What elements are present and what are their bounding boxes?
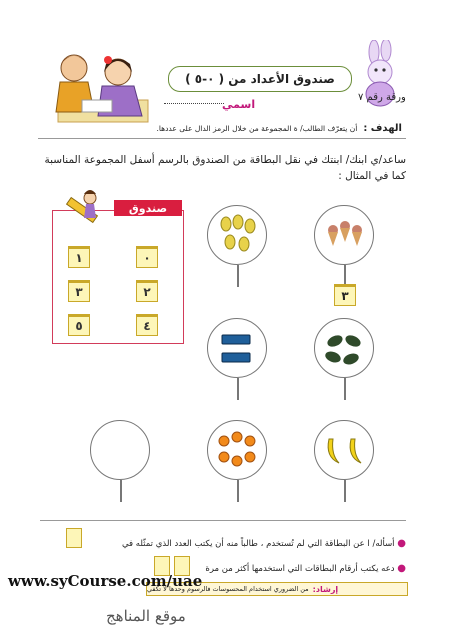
banana-icon <box>315 421 373 479</box>
note-2 <box>196 563 406 574</box>
example-answer-card: ٣ <box>334 284 356 306</box>
note-1 <box>88 538 406 549</box>
group-books <box>207 318 267 378</box>
group-empty <box>90 420 150 480</box>
group-bananas <box>314 420 374 480</box>
guidance-label: إرشاد: <box>312 584 339 594</box>
note-2-text: دعه يكتب أرقام البطاقات التي استخدمها أكثر من مرة <box>205 564 395 574</box>
card-5[interactable]: ٥ <box>68 314 90 336</box>
name-field[interactable] <box>164 103 224 104</box>
bullet-icon: ● <box>397 538 406 549</box>
goal-label: الهدف : <box>363 122 402 134</box>
stem <box>237 378 239 400</box>
children-drawing-illustration <box>38 42 156 132</box>
divider <box>40 520 406 521</box>
goal-text: أن يتعرّف الطالب/ ة المجموعة من خلال الرمز الدال على عددها. <box>156 123 358 133</box>
bunny-mascot-icon <box>352 40 410 116</box>
book-icon <box>208 319 266 377</box>
orange-icon <box>208 421 266 479</box>
divider <box>38 138 406 139</box>
stem <box>344 378 346 400</box>
card-4[interactable]: ٤ <box>136 314 158 336</box>
page-title: صندوق الأعداد من ( ٠-٥ ) <box>168 66 352 92</box>
note-1-text: أسأله/ ا عن البطاقة التي لم تُستخدم ، طالباً منه أن يكتب العدد الذي تمثّله في <box>121 539 395 549</box>
box-label: صندوق <box>114 200 182 216</box>
pear-icon <box>208 206 266 264</box>
group-pears <box>207 205 267 265</box>
stem <box>344 480 346 502</box>
instruction-text: ساعد/ي ابنك/ ابنتك في نقل البطاقة من الصندوق بالرسم أسفل المجموعة المناسبة كما في المثال : <box>44 154 406 182</box>
card-2[interactable]: ٢ <box>136 280 158 302</box>
stem <box>237 480 239 502</box>
pencil-girl-icon <box>60 188 104 238</box>
group-ice-cream <box>314 205 374 265</box>
stem <box>120 480 122 502</box>
name-label: اسمي <box>222 98 256 111</box>
guidance-text: من الضروري استخدام المحسوسات فالرسوم وحدها لا تكفي <box>147 585 309 593</box>
stem <box>237 265 239 287</box>
site-name: موقع المناهج <box>106 607 186 625</box>
bullet-icon: ● <box>397 563 406 574</box>
site-url[interactable]: www.syCourse.com/uae <box>8 572 203 590</box>
goal-line <box>38 121 402 135</box>
group-oranges <box>207 420 267 480</box>
sheet-number: ورقة رقم ٧ <box>358 92 406 103</box>
ice-cream-icon <box>315 206 373 264</box>
group-leaves <box>314 318 374 378</box>
leaf-icon <box>315 319 373 377</box>
answer-card-slot[interactable] <box>66 528 82 548</box>
card-1[interactable]: ١ <box>68 246 90 268</box>
card-3[interactable]: ٣ <box>68 280 90 302</box>
card-0[interactable]: ٠ <box>136 246 158 268</box>
